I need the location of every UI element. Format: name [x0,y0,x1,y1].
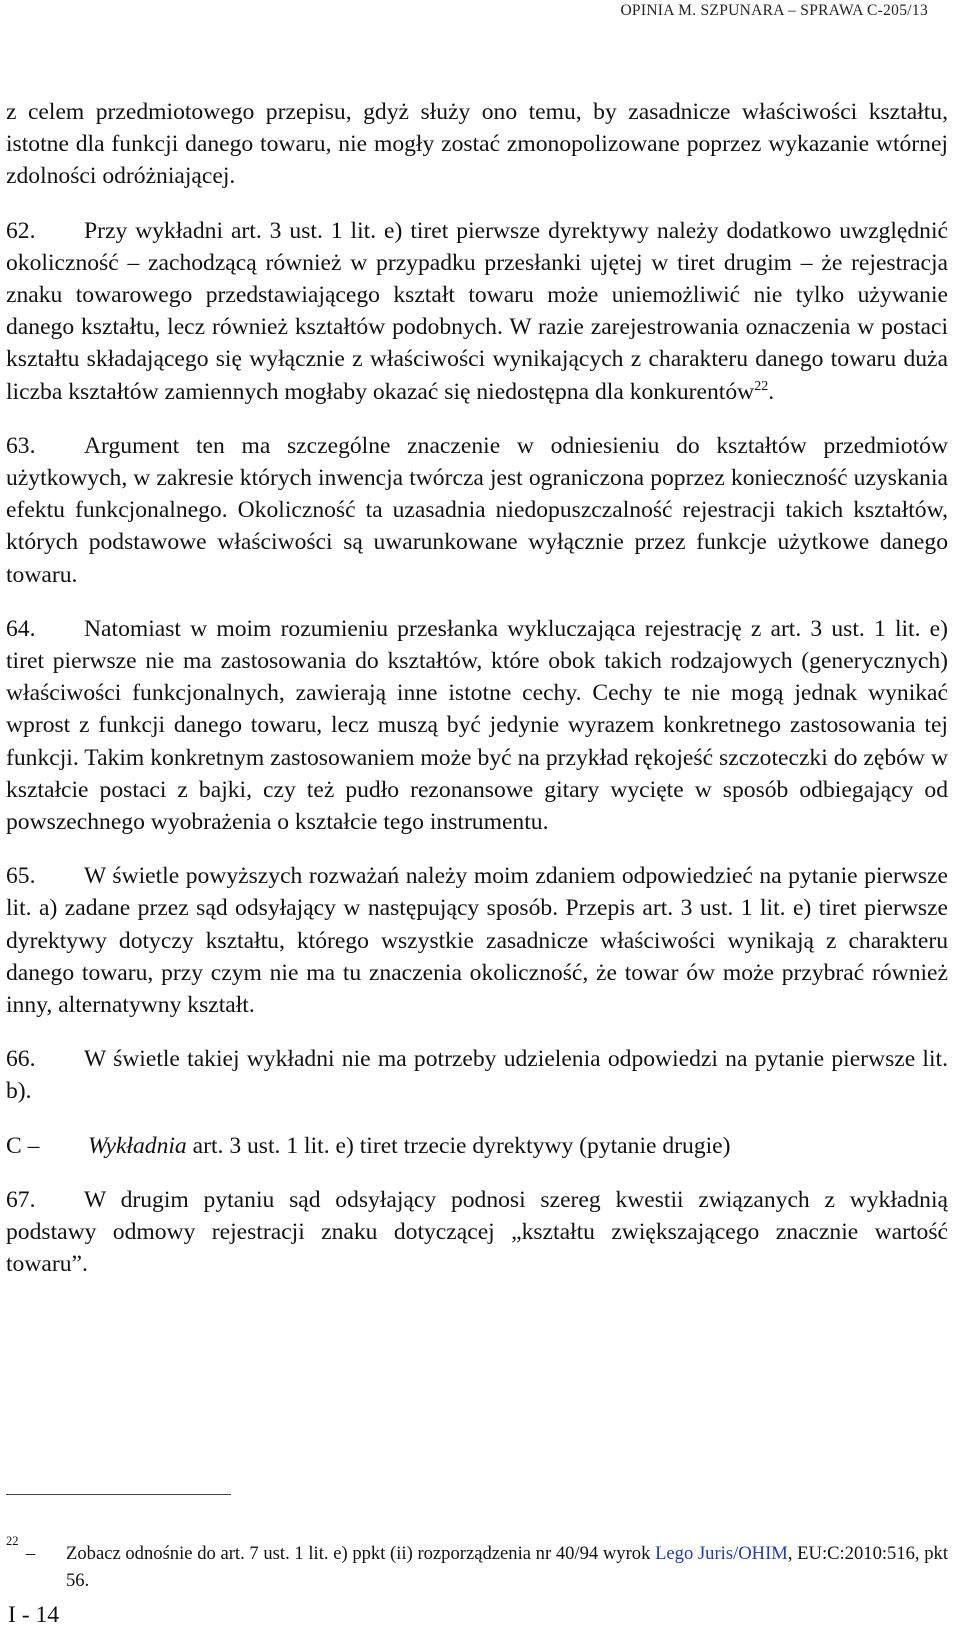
paragraph-number: 65. [6,863,36,890]
paragraph-64 [6,613,948,838]
footnote-dash: – [26,1543,36,1564]
footnote-separator [6,1494,231,1495]
footnote-body-end: , EU:C:2010:516, pkt 56. [66,1543,949,1591]
running-header: OPINIA M. SZPUNARA – SPRAWA C-205/13 [620,2,928,19]
paragraph-text: W świetle takiej wykładni nie ma potrzeby udzielenia odpowiedzi na pytanie pierwsze lit. b). [6,1046,948,1105]
paragraph-text: W drugim pytaniu sąd odsyłający podnosi szereg kwestii związanych z wykładnią podstawy odmowy rejestracji znaku dotyczącej „kształtu zwiększającego znacznie wartość towaru”. [6,1186,948,1278]
document-body [6,96,948,1303]
footnote-body: Zobacz odnośnie do art. 7 ust. 1 lit. e) ppkt (ii) rozporządzenia nr 40/94 wyrok [66,1543,656,1564]
section-heading-text: art. 3 ust. 1 lit. e) tiret trzecie dyrektywy (pytanie drugie) [186,1132,731,1159]
paragraph-62 [6,215,948,408]
paragraph-number: 64. [6,615,36,642]
paragraph-number: 66. [6,1046,36,1073]
paragraph-number: 67. [6,1186,36,1213]
case-link[interactable]: Lego Juris/OHIM [655,1543,788,1564]
paragraph-continuation: z celem przedmiotowego przepisu, gdyż służy ono temu, by zasadnicze właściwości kształtu, istotne dla funkcji danego towaru, nie mogły zostać zmonopolizowane poprzez wykazanie wtórnej zdolności odróżniającej. [6,99,948,190]
section-letter: C – [6,1132,40,1159]
paragraph-67 [6,1184,948,1281]
footnote-22 [6,1534,949,1594]
paragraph-text: Argument ten ma szczególne znaczenie w odniesieniu do kształtów przedmiotów użytkowych, w zakresie których inwencja twórcza jest ograniczona poprzez konieczność uzyskania efektu funkcjonalnego. Okoliczność ta uzasadnia niedopuszczalność rejestracji takich kształtów, których podstawowe właściwości są uwarunkowane wyłącznie przez funkcje użytkowe danego towaru. [6,432,948,588]
page-number: I - 14 [8,1602,60,1628]
section-heading-c [6,1130,948,1162]
footnote-reference[interactable]: 22 [754,378,769,394]
paragraph-text: Natomiast w moim rozumieniu przesłanka wykluczająca rejestrację z art. 3 ust. 1 lit. e) tiret pierwsze nie ma zastosowania do kształtów, które obok takich rodzajowych (generycznych) właściwości funkcjonalnych, zawierają inne istotne cechy. Cechy te nie mogą jednak wynikać wprost z funkcji danego towaru, lecz muszą być jedynie wyrazem konkretnego zastosowania tej funkcji. Takim konkretnym zastosowaniem może być na przykład rękojeść szczoteczki do zębów w kształcie postaci z bajki, czy też pudło rezonansowe gitary wycięte w sposób odbiegający od powszechnego wyobrażenia o kształcie tego instrumentu. [6,615,948,836]
paragraph-number: 63. [6,432,36,459]
paragraph-66 [6,1043,948,1107]
paragraph-63 [6,430,948,591]
paragraph-text-end: . [768,378,775,405]
paragraph-number: 62. [6,217,36,244]
footnote-mark: 22 [6,1534,19,1548]
footnote-text [66,1540,948,1594]
section-heading-italic: Wykładnia [88,1132,187,1159]
paragraph-text: W świetle powyższych rozważań należy moim zdaniem odpowiedzieć na pytanie pierwsze lit. a) zadane przez sąd odsyłający w następujący sposób. Przepis art. 3 ust. 1 lit. e) tiret pierwsze dyrektywy dotyczy kształtu, którego wszystkie zasadnicze właściwości wynikają z charakteru danego towaru, przy czym nie ma tu znaczenia okoliczność, że towar ów może przybrać również inny, alternatywny kształt. [6,863,948,1019]
paragraph-text: Przy wykładni art. 3 ust. 1 lit. e) tiret pierwsze dyrektywy należy dodatkowo uwzględnić okoliczność – zachodzącą również w przypadku przesłanki ujętej w tiret drugim – że rejestracja znaku towarowego przedstawiającego kształt towaru może uniemożliwić nie tylko używanie danego kształtu, lecz również kształtów podobnych. W razie zarejestrowania oznaczenia w postaci kształtu składającego się wyłącznie z właściwości wynikających z charakteru danego towaru duża liczba kształtów zamiennych mogłaby okazać się niedostępna dla konkurentów [6,217,948,405]
paragraph-65 [6,860,948,1021]
